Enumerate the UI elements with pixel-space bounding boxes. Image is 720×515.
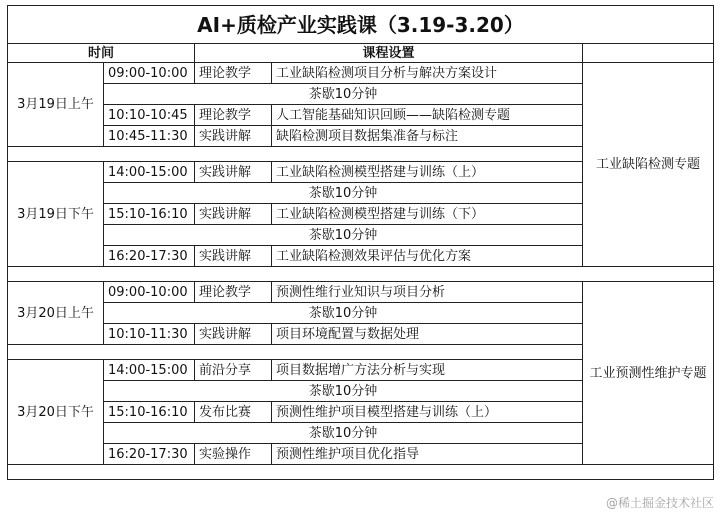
schedule-sheet <box>7 5 714 480</box>
session-row <box>8 63 714 84</box>
session-content: 预测性维行业知识与项目分析 <box>272 282 583 303</box>
session-time: 10:10-10:45 <box>104 105 195 126</box>
session-time: 16:20-17:30 <box>104 444 195 465</box>
break-label: 茶歇10分钟 <box>104 183 583 204</box>
session-type: 理论教学 <box>195 105 272 126</box>
session-time: 10:10-11:30 <box>104 324 195 345</box>
topic-label: 工业预测性维护专题 <box>583 282 714 465</box>
session-type: 理论教学 <box>195 282 272 303</box>
session-type: 实验操作 <box>195 444 272 465</box>
spacer-cell <box>8 267 714 282</box>
session-content: 工业缺陷检测模型搭建与训练（上） <box>272 162 583 183</box>
header-course: 课程设置 <box>195 44 583 63</box>
break-label: 茶歇10分钟 <box>104 225 583 246</box>
day-label: 3月19日上午 <box>8 63 104 147</box>
spacer-cell <box>8 147 583 162</box>
session-time: 14:00-15:00 <box>104 360 195 381</box>
session-time: 15:10-16:10 <box>104 204 195 225</box>
session-time: 09:00-10:00 <box>104 63 195 84</box>
header-topic <box>583 44 714 63</box>
spacer-row <box>8 267 714 282</box>
session-type: 发布比赛 <box>195 402 272 423</box>
session-time: 09:00-10:00 <box>104 282 195 303</box>
session-content: 缺陷检测项目数据集准备与标注 <box>272 126 583 147</box>
session-row <box>8 282 714 303</box>
topic-label: 工业缺陷检测专题 <box>583 63 714 267</box>
header-time: 时间 <box>8 44 195 63</box>
break-label: 茶歇10分钟 <box>104 423 583 444</box>
session-content: 工业缺陷检测模型搭建与训练（下） <box>272 204 583 225</box>
watermark: @稀土掘金技术社区 <box>605 496 714 510</box>
session-content: 工业缺陷检测项目分析与解决方案设计 <box>272 63 583 84</box>
session-type: 实践讲解 <box>195 246 272 267</box>
session-time: 15:10-16:10 <box>104 402 195 423</box>
page-title: AI+质检产业实践课（3.19-3.20） <box>8 6 714 44</box>
session-time: 10:45-11:30 <box>104 126 195 147</box>
session-type: 实践讲解 <box>195 126 272 147</box>
session-content: 项目环境配置与数据处理 <box>272 324 583 345</box>
day-label: 3月20日下午 <box>8 360 104 465</box>
session-time: 14:00-15:00 <box>104 162 195 183</box>
spacer-cell <box>8 345 583 360</box>
session-type: 实践讲解 <box>195 204 272 225</box>
session-content: 人工智能基础知识回顾——缺陷检测专题 <box>272 105 583 126</box>
session-type: 理论教学 <box>195 63 272 84</box>
day-label: 3月20日上午 <box>8 282 104 345</box>
break-label: 茶歇10分钟 <box>104 381 583 402</box>
session-content: 预测性维护项目优化指导 <box>272 444 583 465</box>
session-content: 工业缺陷检测效果评估与优化方案 <box>272 246 583 267</box>
session-content: 项目数据增广方法分析与实现 <box>272 360 583 381</box>
break-label: 茶歇10分钟 <box>104 84 583 105</box>
day-label: 3月19日下午 <box>8 162 104 267</box>
schedule-table <box>7 5 714 480</box>
session-type: 实践讲解 <box>195 324 272 345</box>
spacer-cell <box>8 465 714 480</box>
spacer-row <box>8 465 714 480</box>
session-content: 预测性维护项目模型搭建与训练（上） <box>272 402 583 423</box>
break-label: 茶歇10分钟 <box>104 303 583 324</box>
session-type: 实践讲解 <box>195 162 272 183</box>
session-type: 前沿分享 <box>195 360 272 381</box>
session-time: 16:20-17:30 <box>104 246 195 267</box>
